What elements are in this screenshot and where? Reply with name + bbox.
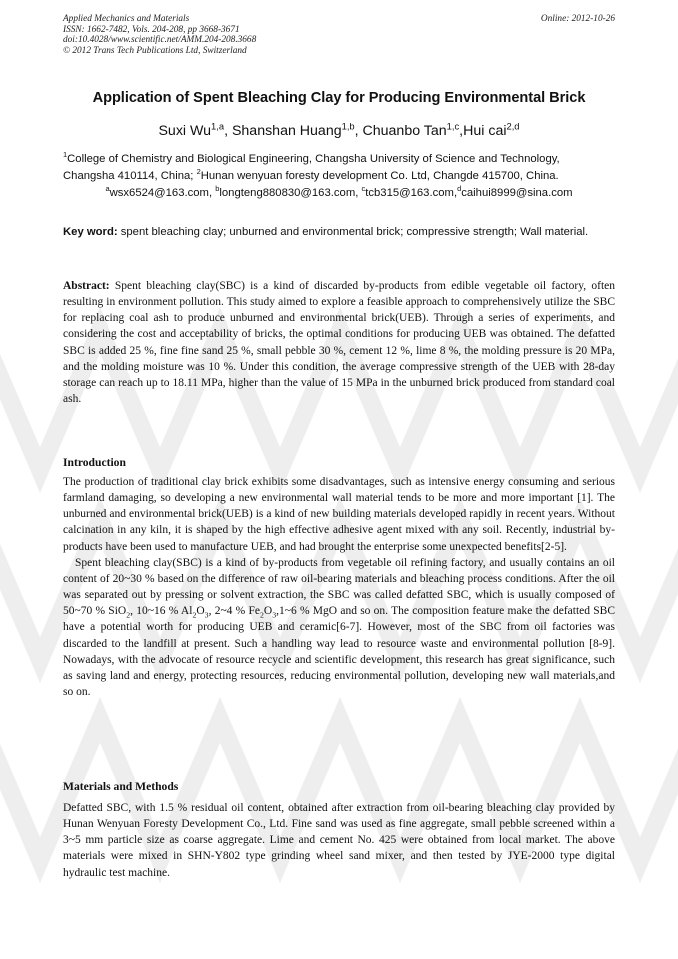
affiliation-line-2: Changsha 410114, China; $^2$Hunan wenyuan foresty development Co. Ltd, Changde 415700, China. bbox=[63, 167, 559, 182]
abstract bbox=[63, 278, 615, 407]
author-name: Chuanbo Tan bbox=[362, 123, 447, 139]
keywords-label: Key word: bbox=[63, 226, 118, 238]
copyright-line: © 2012 Trans Tech Publications Ltd, Switzerland bbox=[63, 45, 247, 56]
keywords-text: spent bleaching clay; unburned and environmental brick; compressive strength; Wall material. bbox=[117, 226, 589, 238]
methods-heading: Materials and Methods bbox=[63, 780, 179, 793]
author-name: Suxi Wu bbox=[158, 123, 212, 139]
email-link[interactable]: tcb315@163.com, bbox=[365, 187, 458, 199]
methods-paragraph-1: Defatted SBC, with 1.5 % residual oil content, obtained after extraction from oil-bearing bleaching clay provided by Hunan Wenyuan Foresty Development Co., Ltd. Fine sand was used as fine aggregate, small pebble screened within a 3~5 mm particle size as coarse aggregate. Lime and cement No. 425 were obtained from local market. The above materials were mixed in SHN-Y802 type grinding wheel sand mixer, and then tested by JYE-2000 type digital hydraulic test machine. bbox=[63, 802, 615, 879]
paper-title: Application of Spent Bleaching Clay for Producing Environmental Brick bbox=[92, 90, 586, 106]
affiliation-line-1: $^1$College of Chemistry and Biological Engineering, Changsha University of Science and Technology, bbox=[63, 150, 560, 165]
introduction-paragraph-1: The production of traditional clay brick exhibits some disadvantages, such as intensive energy consuming and serious farmland damaging, so developing a new environmental wall material tends to be more and more important [1]. The unburned and environmental brick(UEB) is a kind of new building materials developed rapidly in recent years. Without calcination in any kiln, it is shaped by the high effective adhesive agent mixed with any soil. Recently, industrial by-products have been used to manufacture UEB, and had brought the enterprise some unexpected benefits[2-5]. bbox=[63, 476, 615, 553]
author-name: Shanshan Huang bbox=[231, 123, 342, 139]
author-list: Suxi Wu$^{1,a}$, Shanshan Huang$^{1,b}$, Chuanbo Tan$^{1,c}$,Hui cai$^{2,d}$ bbox=[158, 121, 520, 139]
issn-line: ISSN: 1662-7482, Vols. 204-208, pp 3668-3671 bbox=[63, 24, 240, 35]
doi-line: doi:10.4028/www.scientific.net/AMM.204-208.3668 bbox=[63, 35, 257, 46]
journal-name: Applied Mechanics and Materials bbox=[63, 14, 190, 24]
introduction-paragraph-2: Spent bleaching clay(SBC) is a kind of by-products from vegetable oil refining factory, and usually contains an oil content of 20~30 % based on the difference of raw oil-bearing materials and bleaching process conditions. After the oil was separated out by pressing or solvent extraction, the SBC was called defatted SBC, which is usually composed of 50~70 % SiO$_2$, 10~16 % $Al_2O_3$, 2~4 % $Fe_2O_3,1\sim 6$ % MgO and so on. The composition feature make the defatted SBC have a potential worth for producing UEB and ceramic[6-7]. However, most of the SBC from oil factories was discarded to the landfill at present. Such a handling way lead to resource waste and environmental pollution [8-9]. Nowadays, with the advocate of resource recycle and scientific development, this research has great significance, such as saving land and energy, protecting resources, reducing environmental pollution, developing new wall materials,and so on. bbox=[63, 556, 615, 699]
email-line: $^a$wsx6524@163.com, $^b$longteng880830@163.com, $^c$tcb315@163.com,$^d$caihui8999@sina.com bbox=[105, 184, 573, 199]
author-sup: 2,d bbox=[506, 121, 520, 132]
keywords bbox=[63, 224, 615, 240]
journal-header bbox=[63, 14, 615, 56]
author-sup: 1,c bbox=[446, 121, 460, 132]
abstract-label: Abstract: bbox=[63, 280, 110, 292]
online-date: Online: 2012-10-26 bbox=[540, 14, 615, 24]
email-link[interactable]: wsx6524@163.com, bbox=[109, 187, 216, 199]
introduction-body bbox=[63, 474, 615, 700]
email-link[interactable]: longteng880830@163.com, bbox=[219, 187, 362, 199]
abstract-text: Spent bleaching clay(SBC) is a kind of discarded by-products from edible vegetable oil factory, often resulting in environment pollution. This study aimed to explore a feasible approach to comprehensively utilize the SBC for replacing coal ash to produce unburned and environmental brick(UEB). Through a series of experiments, and considering the cost and acceptability of bricks, the optimal conditions for producing UEB was obtained. The defatted SBC is added 25 %, fine fine sand 25 %, small pebble 30 %, cement 12 %, lime 8 %, the molding pressure is 20 MPa, and the molding moisture was 10 %. Under this condition, the average compressive strength of the UEB with 28-day storage can reach up to 18.11 MPa, higher than the value of 15 MPa in the unburned brick produced from standard coal ash. bbox=[63, 280, 615, 406]
author-sup: 1,a bbox=[211, 121, 225, 132]
author-sup: 1,b bbox=[341, 121, 355, 132]
email-link[interactable]: caihui8999@sina.com bbox=[461, 187, 573, 199]
introduction-heading: Introduction bbox=[63, 456, 126, 469]
author-name: Hui cai bbox=[463, 123, 507, 139]
affiliations bbox=[63, 151, 615, 202]
